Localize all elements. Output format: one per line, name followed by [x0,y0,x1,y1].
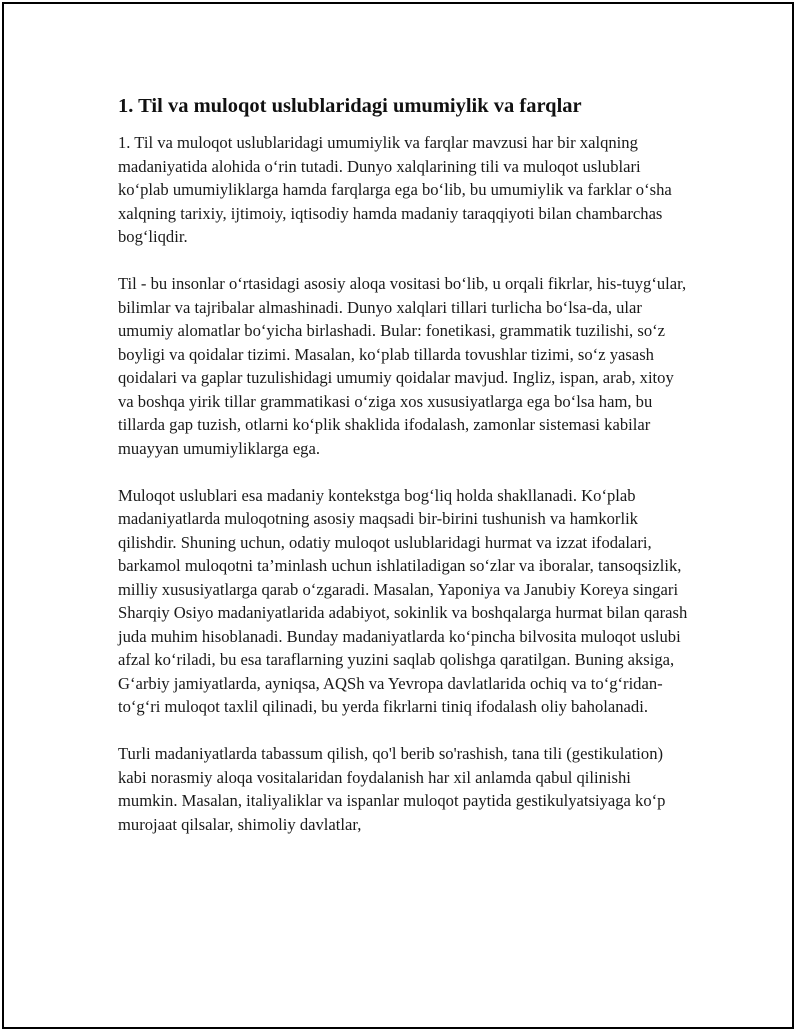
paragraph-intro: 1. Til va muloqot uslublaridagi umumiylik va farqlar mavzusi har bir xalqning madaniyatida alohida o‘rin tutadi. Dunyo xalqlarining tili va muloqot uslublari ko‘plab umumiyliklarga hamda farqlarga ega bo‘lib, bu umumiylik va farklar o‘sha xalqning tarixiy, ijtimoiy, iqtisodiy hamda madaniy taraqqiyoti bilan chambarchas bog‘liqdir. [118,133,672,246]
document-body [118,92,688,860]
paragraph-communication-styles: Muloqot uslublari esa madaniy kontekstga bog‘liq holda shakllanadi. Ko‘plab madaniyatlarda muloqotning asosiy maqsadi bir-birini tushunish va hamkorlik qilishdir. Shuning uchun, odatiy muloqot uslublaridagi hurmat va izzat ifodalari, barkamol muloqotni ta’minlash uchun ishlatiladigan so‘zlar va iboralar, tansoqsizlik, milliy xususiyatlarga qarab o‘zgaradi. Masalan, Yaponiya va Janubiy Koreya singari Sharqiy Osiyo madaniyatlarida adabiyot, sokinlik va boshqalarga hurmat bilan qarash juda muhim hisoblanadi. Bunday madaniyatlarda ko‘pincha bilvosita muloqot uslubi afzal ko‘riladi, bu esa taraflarning yuzini saqlab qolishga qaratilgan. Buning aksiga, G‘arbiy jamiyatlarda, ayniqsa, AQSh va Yevropa davlatlarida ochiq va to‘g‘ridan-to‘g‘ri muloqot taxlil qilinadi, bu yerda fikrlarni tiniq ifodalash oliy baholanadi. [118,485,688,716]
paragraph-nonverbal: Turli madaniyatlarda tabassum qilish, qo'l berib so'rashish, tana tili (gestikulation) kabi norasmiy aloqa vositalaridan foydalanish har xil anlamda qabul qilinishi mumkin. Masalan, italiyaliklar va ispanlar muloqot paytida gestikulyatsiyaga ko‘p murojaat qilsalar, shimoliy davlatlar, [118,744,666,834]
section-heading: 1. Til va muloqot uslublaridagi umumiylik va farqlar [118,95,582,117]
paragraph-language: Til - bu insonlar o‘rtasidagi asosiy aloqa vositasi bo‘lib, u orqali fikrlar, his-tuyg‘ular, bilimlar va tajribalar almashinadi. Dunyo xalqlari tillari turlicha bo‘lsa-da, ular umumiy alomatlar bo‘yicha birlashadi. Bular: fonetikasi, grammatik tuzilishi, so‘z boyligi va qoidalar tizimi. Masalan, ko‘plab tillarda tovushlar tizimi, so‘z yasash qoidalari va gaplar tuzulishidagi umumiy qoidalar mavjud. Ingliz, ispan, arab, xitoy va boshqa yirik tillar grammatikasi o‘ziga xos xususiyatlarga ega bo‘lsa ham, bu tillarda gap tuzish, otlarni ko‘plik shaklida ifodalash, zamonlar sistemasi kabilar muayyan umumiyliklarga ega. [118,274,687,458]
